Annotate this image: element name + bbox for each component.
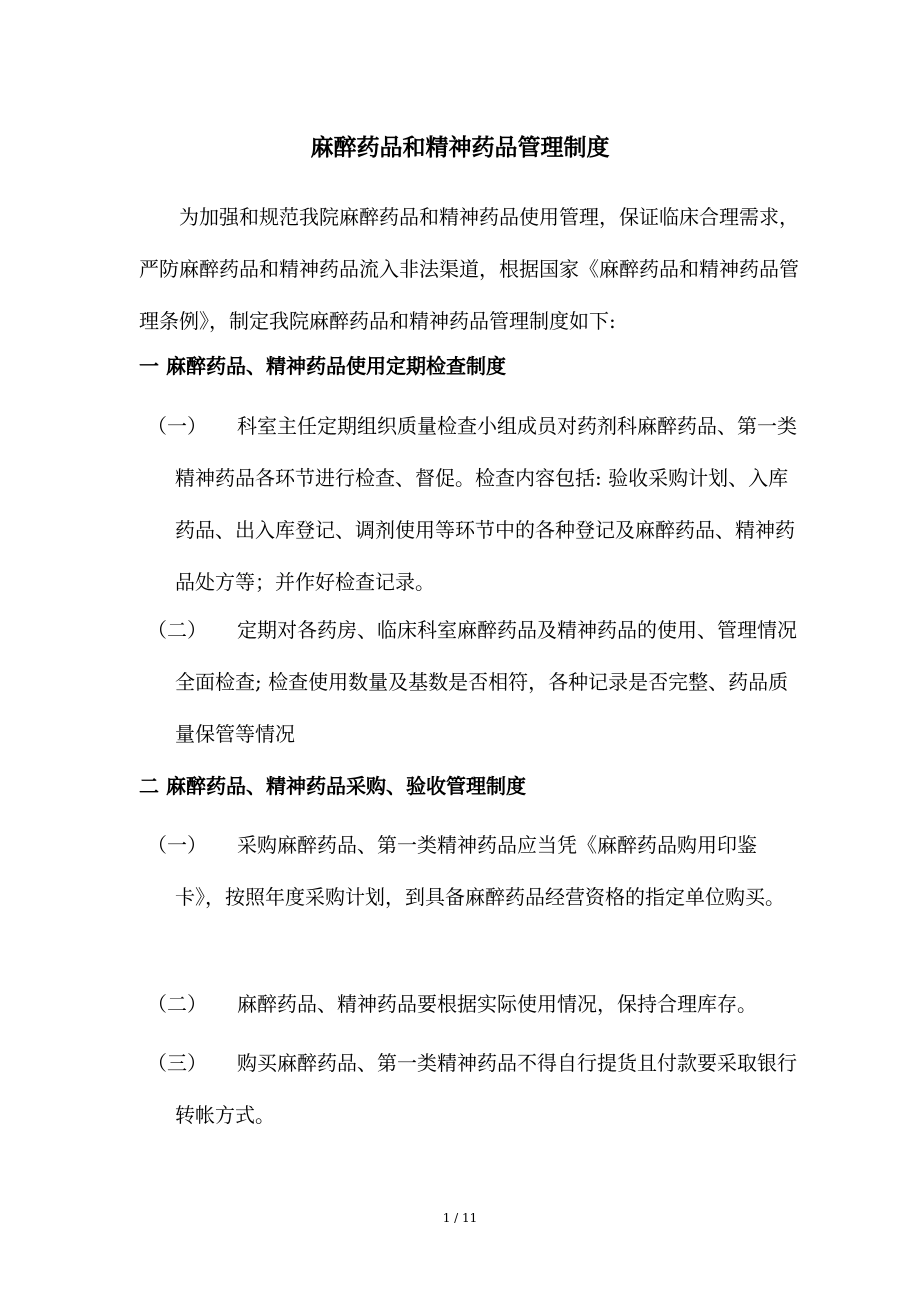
item-text: 采购麻醉药品、第一类精神药品应当凭《麻醉药品购用印鉴卡》，按照年度采购计划，到具备麻醉药品经营资格的指定单位购买。 [175,833,785,909]
item-text: 麻醉药品、精神药品要根据实际使用情况，保持合理库存。 [237,992,757,1016]
item-number: （一） [147,833,207,857]
section-heading-2: 二 麻醉药品、精神药品采购、验收管理制度 [139,774,526,798]
list-item [139,978,799,1030]
item-number: （三） [147,1051,207,1075]
list-item [139,604,799,760]
intro-paragraph: 为加强和规范我院麻醉药品和精神药品使用管理，保证临床合理需求，严防麻醉药品和精神药品流入非法渠道，根据国家《麻醉药品和精神药品管理条例》，制定我院麻醉药品和精神药品管理制度如下: [139,205,799,333]
list-item [139,400,799,608]
item-text: 科室主任定期组织质量检查小组成员对药剂科麻醉药品、第一类精神药品各环节进行检查、督促。检查内容包括: 验收采购计划、入库药品、出入库登记、调剂使用等环节中的各种登记及麻醉药品、精神药品处方等；并作好检查记录。 [175,414,797,594]
document-title: 麻醉药品和精神药品管理制度 [310,134,610,161]
list-item [139,819,799,923]
item-text: 定期对各药房、临床科室麻醉药品及精神药品的使用、管理情况全面检查; 检查使用数量及基数是否相符，各种记录是否完整、药品质量保管等情况 [175,618,797,746]
page-number: 1 / 11 [442,1211,478,1225]
item-number: （二） [147,618,207,642]
section-heading-1: 一 麻醉药品、精神药品使用定期检查制度 [139,354,506,378]
item-text: 购买麻醉药品、第一类精神药品不得自行提货且付款要采取银行转帐方式。 [175,1051,797,1127]
item-number: （二） [147,992,207,1016]
list-item [139,1037,799,1141]
item-number: （一） [147,414,207,438]
